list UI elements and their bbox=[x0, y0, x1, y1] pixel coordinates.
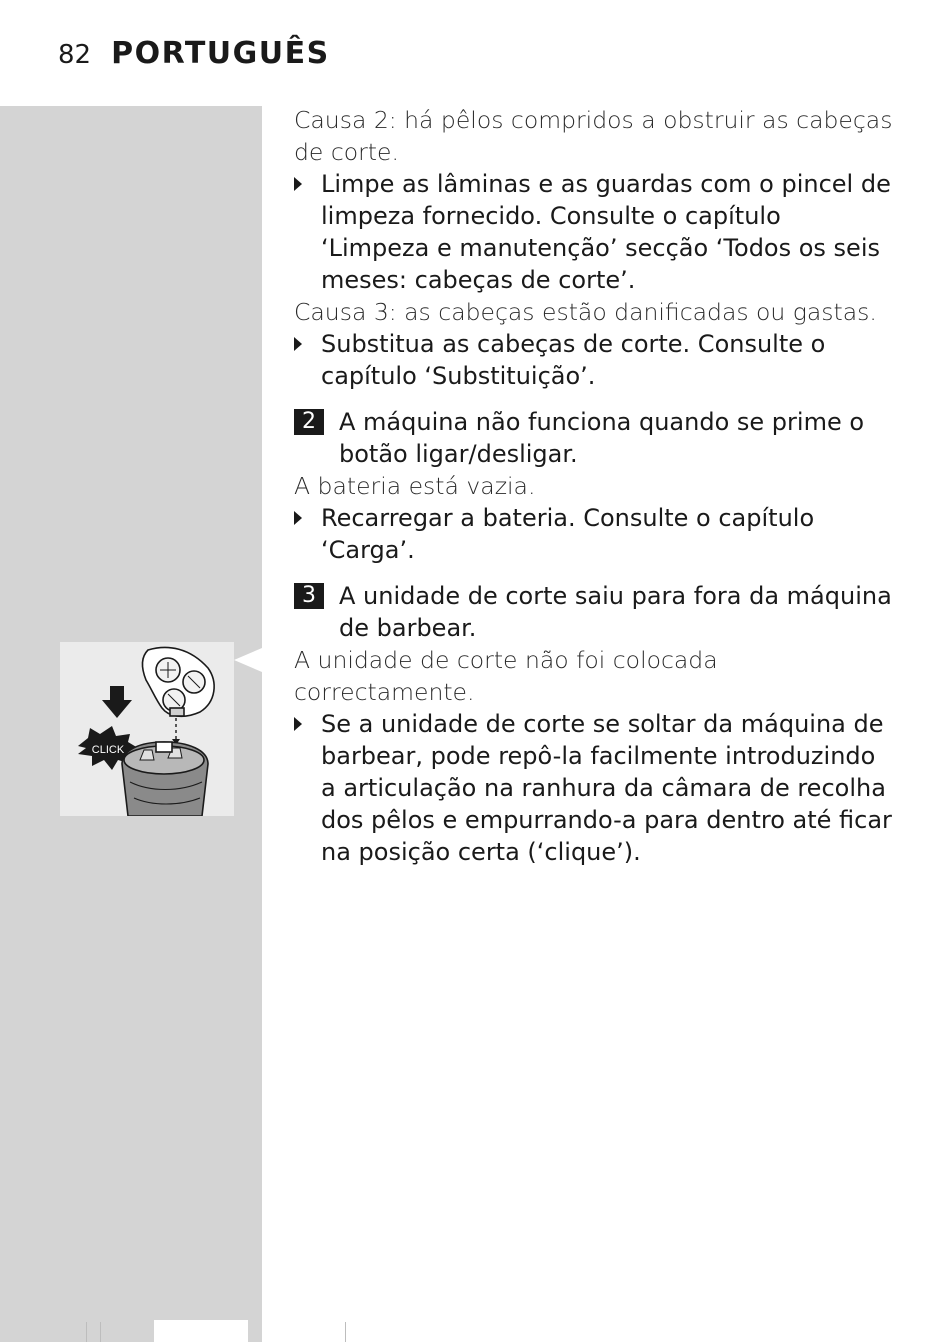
cause-text: Causa 3: as cabeças estão danificadas ou gastas. bbox=[294, 298, 877, 326]
cutting-unit-icon bbox=[143, 647, 215, 716]
cause-text: Causa 2: há pêlos compridos a obstruir as cabeças de corte. bbox=[294, 106, 893, 166]
shaver-body-icon bbox=[122, 742, 208, 816]
page-number: 82 bbox=[58, 40, 92, 70]
bullet-text: Limpe as lâminas e as guardas com o pincel de limpeza fornecido. Consulte o capítulo ‘Limpeza e manutenção’ secção ‘Todos os seis meses: cabeças de corte’. bbox=[321, 170, 891, 294]
bullet-icon bbox=[294, 502, 321, 566]
page-header bbox=[58, 36, 330, 76]
bullet-item bbox=[294, 502, 894, 566]
shaver-drawing bbox=[60, 642, 234, 816]
sidebar-divider bbox=[86, 1322, 87, 1342]
step-text: A unidade de corte saiu para fora da máquina de barbear. bbox=[339, 582, 892, 642]
bullet-text: Recarregar a bateria. Consulte o capítulo ‘Carga’. bbox=[321, 504, 815, 564]
sidebar-divider bbox=[345, 1322, 346, 1342]
bullet-item bbox=[294, 168, 894, 296]
step-number: 3 bbox=[294, 583, 324, 609]
shaver-illustration bbox=[60, 642, 234, 816]
section-title: PORTUGUÊS bbox=[111, 36, 330, 71]
bullet-icon bbox=[294, 168, 321, 296]
sidebar-divider bbox=[100, 1322, 101, 1342]
cause-text: A unidade de corte não foi colocada correctamente. bbox=[294, 646, 718, 706]
sidebar-tab bbox=[154, 1320, 248, 1342]
bullet-item bbox=[294, 708, 894, 868]
bullet-icon bbox=[294, 708, 321, 868]
step-number: 2 bbox=[294, 409, 324, 435]
arrow-down-icon bbox=[102, 686, 132, 718]
problem-step bbox=[294, 406, 894, 470]
illustration-pointer bbox=[234, 648, 262, 672]
bullet-text: Se a unidade de corte se soltar da máquina de barbear, pode repô-la facilmente introduzindo a articulação na ranhura da câmara de recolha dos pêlos e empurrando-a para dentro até ficar na posição certa (‘clique’). bbox=[321, 710, 892, 866]
troubleshooting-content bbox=[294, 104, 894, 868]
bullet-text: Substitua as cabeças de corte. Consulte o capítulo ‘Substituição’. bbox=[321, 330, 826, 390]
click-label: CLICK bbox=[91, 744, 125, 756]
problem-step bbox=[294, 580, 894, 644]
step-text: A máquina não funciona quando se prime o botão ligar/desligar. bbox=[339, 408, 865, 468]
bullet-icon bbox=[294, 328, 321, 392]
bullet-item bbox=[294, 328, 894, 392]
cause-text: A bateria está vazia. bbox=[294, 472, 536, 500]
